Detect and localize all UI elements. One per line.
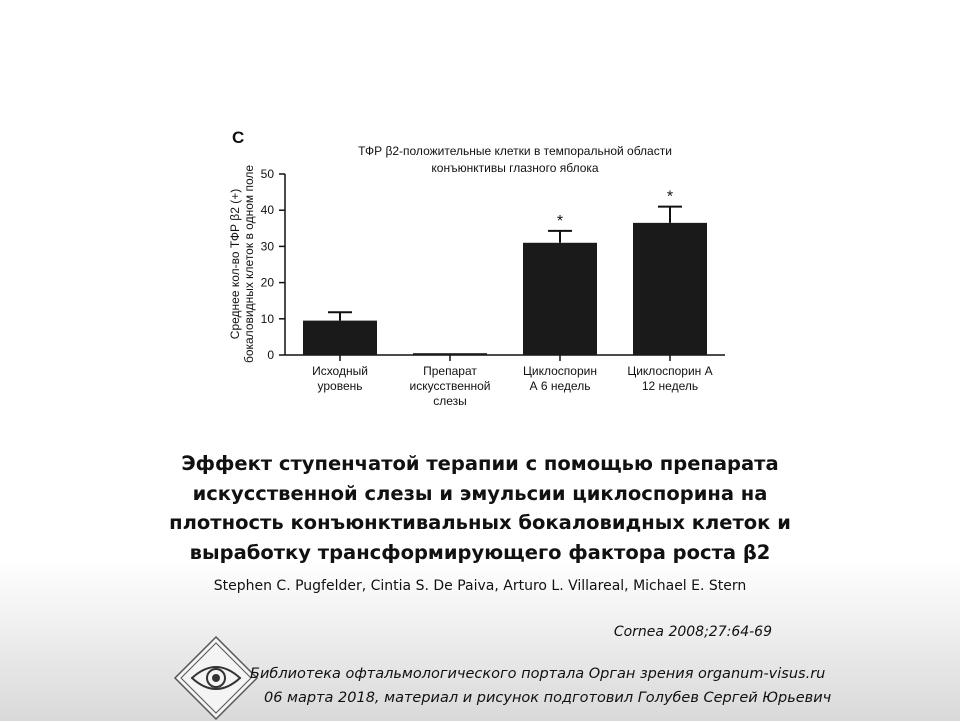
panel-label: C: [232, 128, 245, 147]
footer-line-1: Библиотека офтальмологического портала Орган зрения organum-visus.ru: [250, 666, 826, 682]
bar: [633, 223, 707, 355]
authors: Stephen C. Pugfelder, Cintia S. De Paiva, Arturo L. Villareal, Michael E. Stern: [213, 578, 747, 594]
y-axis-label-line-2: бокаловидных клеток в одном поле: [242, 164, 256, 364]
x-tick-label: Циклоспорин: [523, 364, 597, 378]
bar: [413, 353, 487, 355]
x-tick-label: уровень: [317, 379, 363, 393]
x-tick-label: Циклоспорин А: [627, 364, 713, 378]
y-tick-label: 10: [260, 311, 274, 326]
chart-title-line-2: конъюнктивы глазного яблока: [431, 161, 599, 175]
significance-marker: *: [666, 188, 674, 206]
plot-area: [261, 167, 725, 408]
y-tick-label: 50: [260, 167, 274, 181]
bar: [523, 243, 597, 355]
y-tick-label: 40: [260, 203, 274, 218]
y-tick-label: 30: [260, 239, 274, 254]
x-tick-label: А 6 недель: [529, 379, 591, 393]
x-tick-label: искусственной: [409, 379, 491, 393]
footer-line-2: 06 марта 2018, материал и рисунок подготовил Голубев Сергей Юрьевич: [264, 690, 832, 706]
y-tick-label: 0: [267, 348, 274, 362]
slide-title: [140, 449, 820, 567]
significance-marker: *: [556, 212, 564, 230]
slide-title-line: плотность конъюнктивальных бокаловидных клеток и: [169, 511, 791, 534]
y-axis-label-line-1: Среднее кол-во ТФР β2 (+): [228, 188, 242, 340]
chart-title-line-1: ТФР β2-положительные клетки в темпоральной области: [358, 144, 672, 158]
slide-title-line: выработку трансформирующего фактора роста β2: [189, 540, 771, 564]
slide-title-line: Эффект ступенчатой терапии с помощью препарата: [181, 452, 779, 475]
x-tick-label: Исходный: [312, 364, 368, 378]
slide-title-line: искусственной слезы и эмульсии циклоспорина на: [192, 481, 768, 505]
bar: [303, 321, 377, 355]
eye-logo-icon: [172, 634, 260, 722]
x-tick-label: слезы: [433, 394, 467, 408]
citation: Cornea 2008;27:64-69: [613, 624, 772, 640]
x-tick-label: 12 недель: [641, 379, 699, 393]
x-tick-label: Препарат: [423, 364, 477, 378]
y-tick-label: 20: [260, 275, 274, 290]
